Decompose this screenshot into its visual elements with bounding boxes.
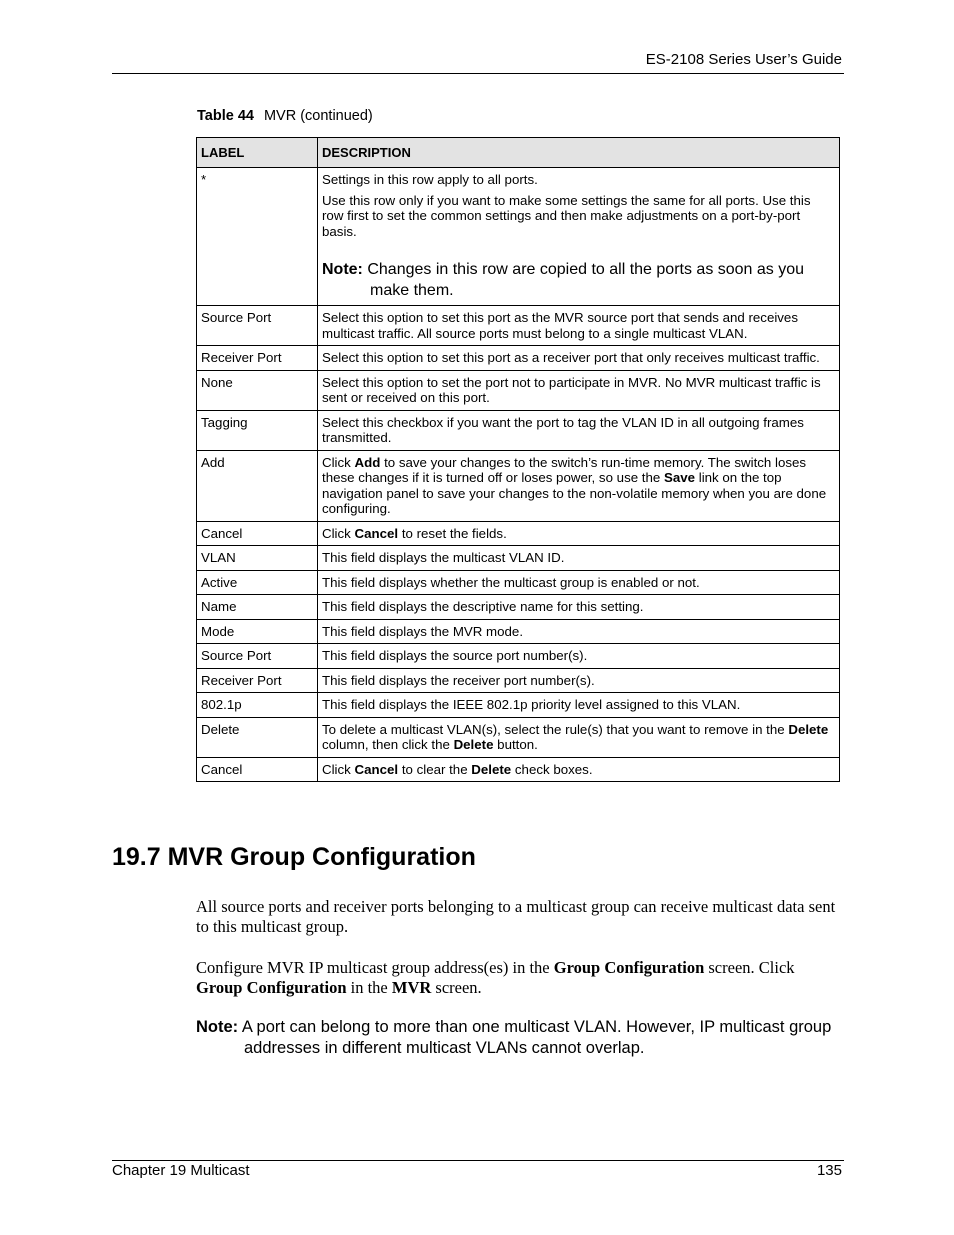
- description-paragraph: [322, 648, 833, 664]
- row-label: Delete: [197, 717, 318, 757]
- note-label: Note:: [196, 1018, 239, 1036]
- mvr-table: [196, 137, 840, 782]
- table-row: [197, 450, 840, 521]
- row-label: Receiver Port: [197, 346, 318, 371]
- note-text: Changes in this row are copied to all the ports as soon as you make them.: [367, 261, 805, 299]
- description-paragraph: [322, 624, 833, 640]
- bold-term: MVR: [391, 978, 432, 997]
- text-run: This field displays the receiver port number(s).: [322, 672, 595, 688]
- bold-term: Add: [354, 454, 381, 470]
- bold-term: Save: [663, 470, 696, 485]
- text-run: This field displays the IEEE 802.1p priority level assigned to this VLAN.: [322, 697, 741, 712]
- description-paragraph: [322, 722, 833, 753]
- description-paragraph: [322, 550, 833, 566]
- row-description: [318, 644, 840, 669]
- text-run: Select this option to set the port not to participate in MVR. No MVR multicast traffic is sent or received on this port.: [322, 374, 821, 405]
- row-label: Receiver Port: [197, 668, 318, 693]
- description-paragraph: [322, 526, 833, 542]
- text-run: to reset the fields.: [398, 525, 507, 541]
- row-label: Source Port: [197, 644, 318, 669]
- text-run: screen.: [431, 978, 482, 997]
- description-paragraph: [322, 455, 833, 517]
- footer-chapter: Chapter 19 Multicast: [112, 1162, 250, 1179]
- row-label: None: [197, 370, 318, 410]
- row-label: VLAN: [197, 546, 318, 571]
- page-number: 135: [816, 1162, 842, 1179]
- row-description: [318, 546, 840, 571]
- text-run: This field displays the descriptive name for this setting.: [322, 599, 644, 614]
- section-paragraph-2: [196, 958, 836, 998]
- row-description: [318, 717, 840, 757]
- text-run: To delete a multicast VLAN(s), select the rule(s) that you want to remove in the: [322, 721, 789, 737]
- row-label: Cancel: [197, 521, 318, 546]
- row-label: Active: [197, 570, 318, 595]
- table-row: [197, 370, 840, 410]
- text-run: Select this checkbox if you want the port to tag the VLAN ID in all outgoing frames transmitted.: [322, 414, 804, 445]
- row-label: Tagging: [197, 410, 318, 450]
- description-paragraph: [322, 762, 833, 778]
- text-run: screen. Click: [704, 958, 795, 977]
- table-row: [197, 521, 840, 546]
- text-run: in the: [346, 978, 392, 997]
- row-description: [318, 570, 840, 595]
- table-row: [197, 693, 840, 718]
- bold-term: Delete: [453, 737, 494, 752]
- row-description: [318, 693, 840, 718]
- description-paragraph: [322, 350, 833, 366]
- table-row: [197, 546, 840, 571]
- header-divider: [112, 73, 844, 74]
- table-row: [197, 619, 840, 644]
- text-run: Click: [322, 454, 355, 470]
- text-run: to clear the: [398, 761, 472, 777]
- row-description: [318, 757, 840, 782]
- table-row: [197, 644, 840, 669]
- description-paragraph: [322, 415, 833, 446]
- description-paragraph: [322, 172, 833, 188]
- text-run: This field displays the multicast VLAN ID.: [322, 550, 565, 565]
- bold-term: Group Configuration: [553, 958, 705, 977]
- table-row: [197, 410, 840, 450]
- table-row: [197, 168, 840, 306]
- bold-term: Cancel: [354, 525, 399, 541]
- description-paragraph: [322, 193, 833, 240]
- description-paragraph: [322, 697, 833, 713]
- column-header-description: DESCRIPTION: [318, 138, 840, 168]
- text-run: button.: [493, 737, 538, 752]
- row-label: Add: [197, 450, 318, 521]
- bold-term: Group Configuration: [196, 978, 347, 997]
- row-label: *: [197, 168, 318, 306]
- table-row: [197, 595, 840, 620]
- row-description: [318, 346, 840, 371]
- row-description: [318, 410, 840, 450]
- description-paragraph: [322, 310, 833, 341]
- text-run: Use this row only if you want to make some settings the same for all ports. Use this row first to set the common settings and then make adjustments on a port-by-port basis.: [322, 192, 811, 239]
- table-caption-title: MVR (continued): [263, 108, 373, 124]
- text-run: Select this option to set this port as a receiver port that only receives multicast traffic.: [322, 350, 820, 365]
- text-run: This field displays the source port number(s).: [322, 648, 588, 663]
- footer-divider: [112, 1160, 844, 1161]
- row-description: [318, 595, 840, 620]
- row-description: [318, 370, 840, 410]
- document-title: ES-2108 Series User’s Guide: [645, 51, 842, 68]
- row-description: [318, 450, 840, 521]
- row-description: [318, 168, 840, 306]
- row-label: Mode: [197, 619, 318, 644]
- text-run: Click: [322, 761, 355, 777]
- table-row: [197, 757, 840, 782]
- row-description: [318, 306, 840, 346]
- table-caption-label: Table 44: [197, 108, 254, 124]
- row-description: [318, 619, 840, 644]
- section-note: [196, 1017, 836, 1059]
- table-row: [197, 346, 840, 371]
- bold-term: Delete: [471, 761, 512, 777]
- table-row: [197, 668, 840, 693]
- table-row: [197, 306, 840, 346]
- table-row: [197, 570, 840, 595]
- note-label: Note:: [322, 261, 363, 278]
- text-run: link on the top navigation panel to save your changes to the non-volatile memory when you are done configuring.: [322, 470, 827, 516]
- section-heading: 19.7 MVR Group Configuration: [112, 843, 476, 871]
- text-run: Settings in this row apply to all ports.: [322, 172, 538, 187]
- table-row: [197, 717, 840, 757]
- row-label: 802.1p: [197, 693, 318, 718]
- row-label: Source Port: [197, 306, 318, 346]
- cell-note: [322, 259, 833, 301]
- description-paragraph: [322, 599, 833, 615]
- text-run: Configure MVR IP multicast group address(es) in the: [196, 958, 554, 977]
- row-description: [318, 521, 840, 546]
- row-description: [318, 668, 840, 693]
- text-run: Select this option to set this port as the MVR source port that sends and receives multicast traffic. All source ports must belong to a single multicast VLAN.: [322, 310, 798, 341]
- table-caption: [197, 108, 373, 124]
- text-run: check boxes.: [511, 761, 593, 777]
- section-paragraph-1: All source ports and receiver ports belonging to a multicast group can receive multicast data sent to this multicast group.: [196, 897, 836, 936]
- bold-term: Delete: [788, 721, 829, 737]
- table-header-row: [197, 138, 840, 168]
- note-text: A port can belong to more than one multicast VLAN. However, IP multicast group addresses in different multicast VLANs cannot overlap.: [241, 1018, 832, 1057]
- text-run: Click: [322, 525, 355, 541]
- text-run: This field displays the MVR mode.: [322, 623, 524, 639]
- text-run: to save your changes to the switch’s run-time memory. The switch loses these changes if it is turned off or loses power, so use the: [322, 454, 807, 485]
- row-label: Name: [197, 595, 318, 620]
- bold-term: Cancel: [354, 761, 399, 777]
- description-paragraph: [322, 673, 833, 689]
- description-paragraph: [322, 375, 833, 406]
- row-label: Cancel: [197, 757, 318, 782]
- column-header-label: LABEL: [197, 138, 318, 168]
- text-run: column, then click the: [322, 737, 454, 752]
- text-run: This field displays whether the multicast group is enabled or not.: [322, 574, 700, 590]
- description-paragraph: [322, 575, 833, 591]
